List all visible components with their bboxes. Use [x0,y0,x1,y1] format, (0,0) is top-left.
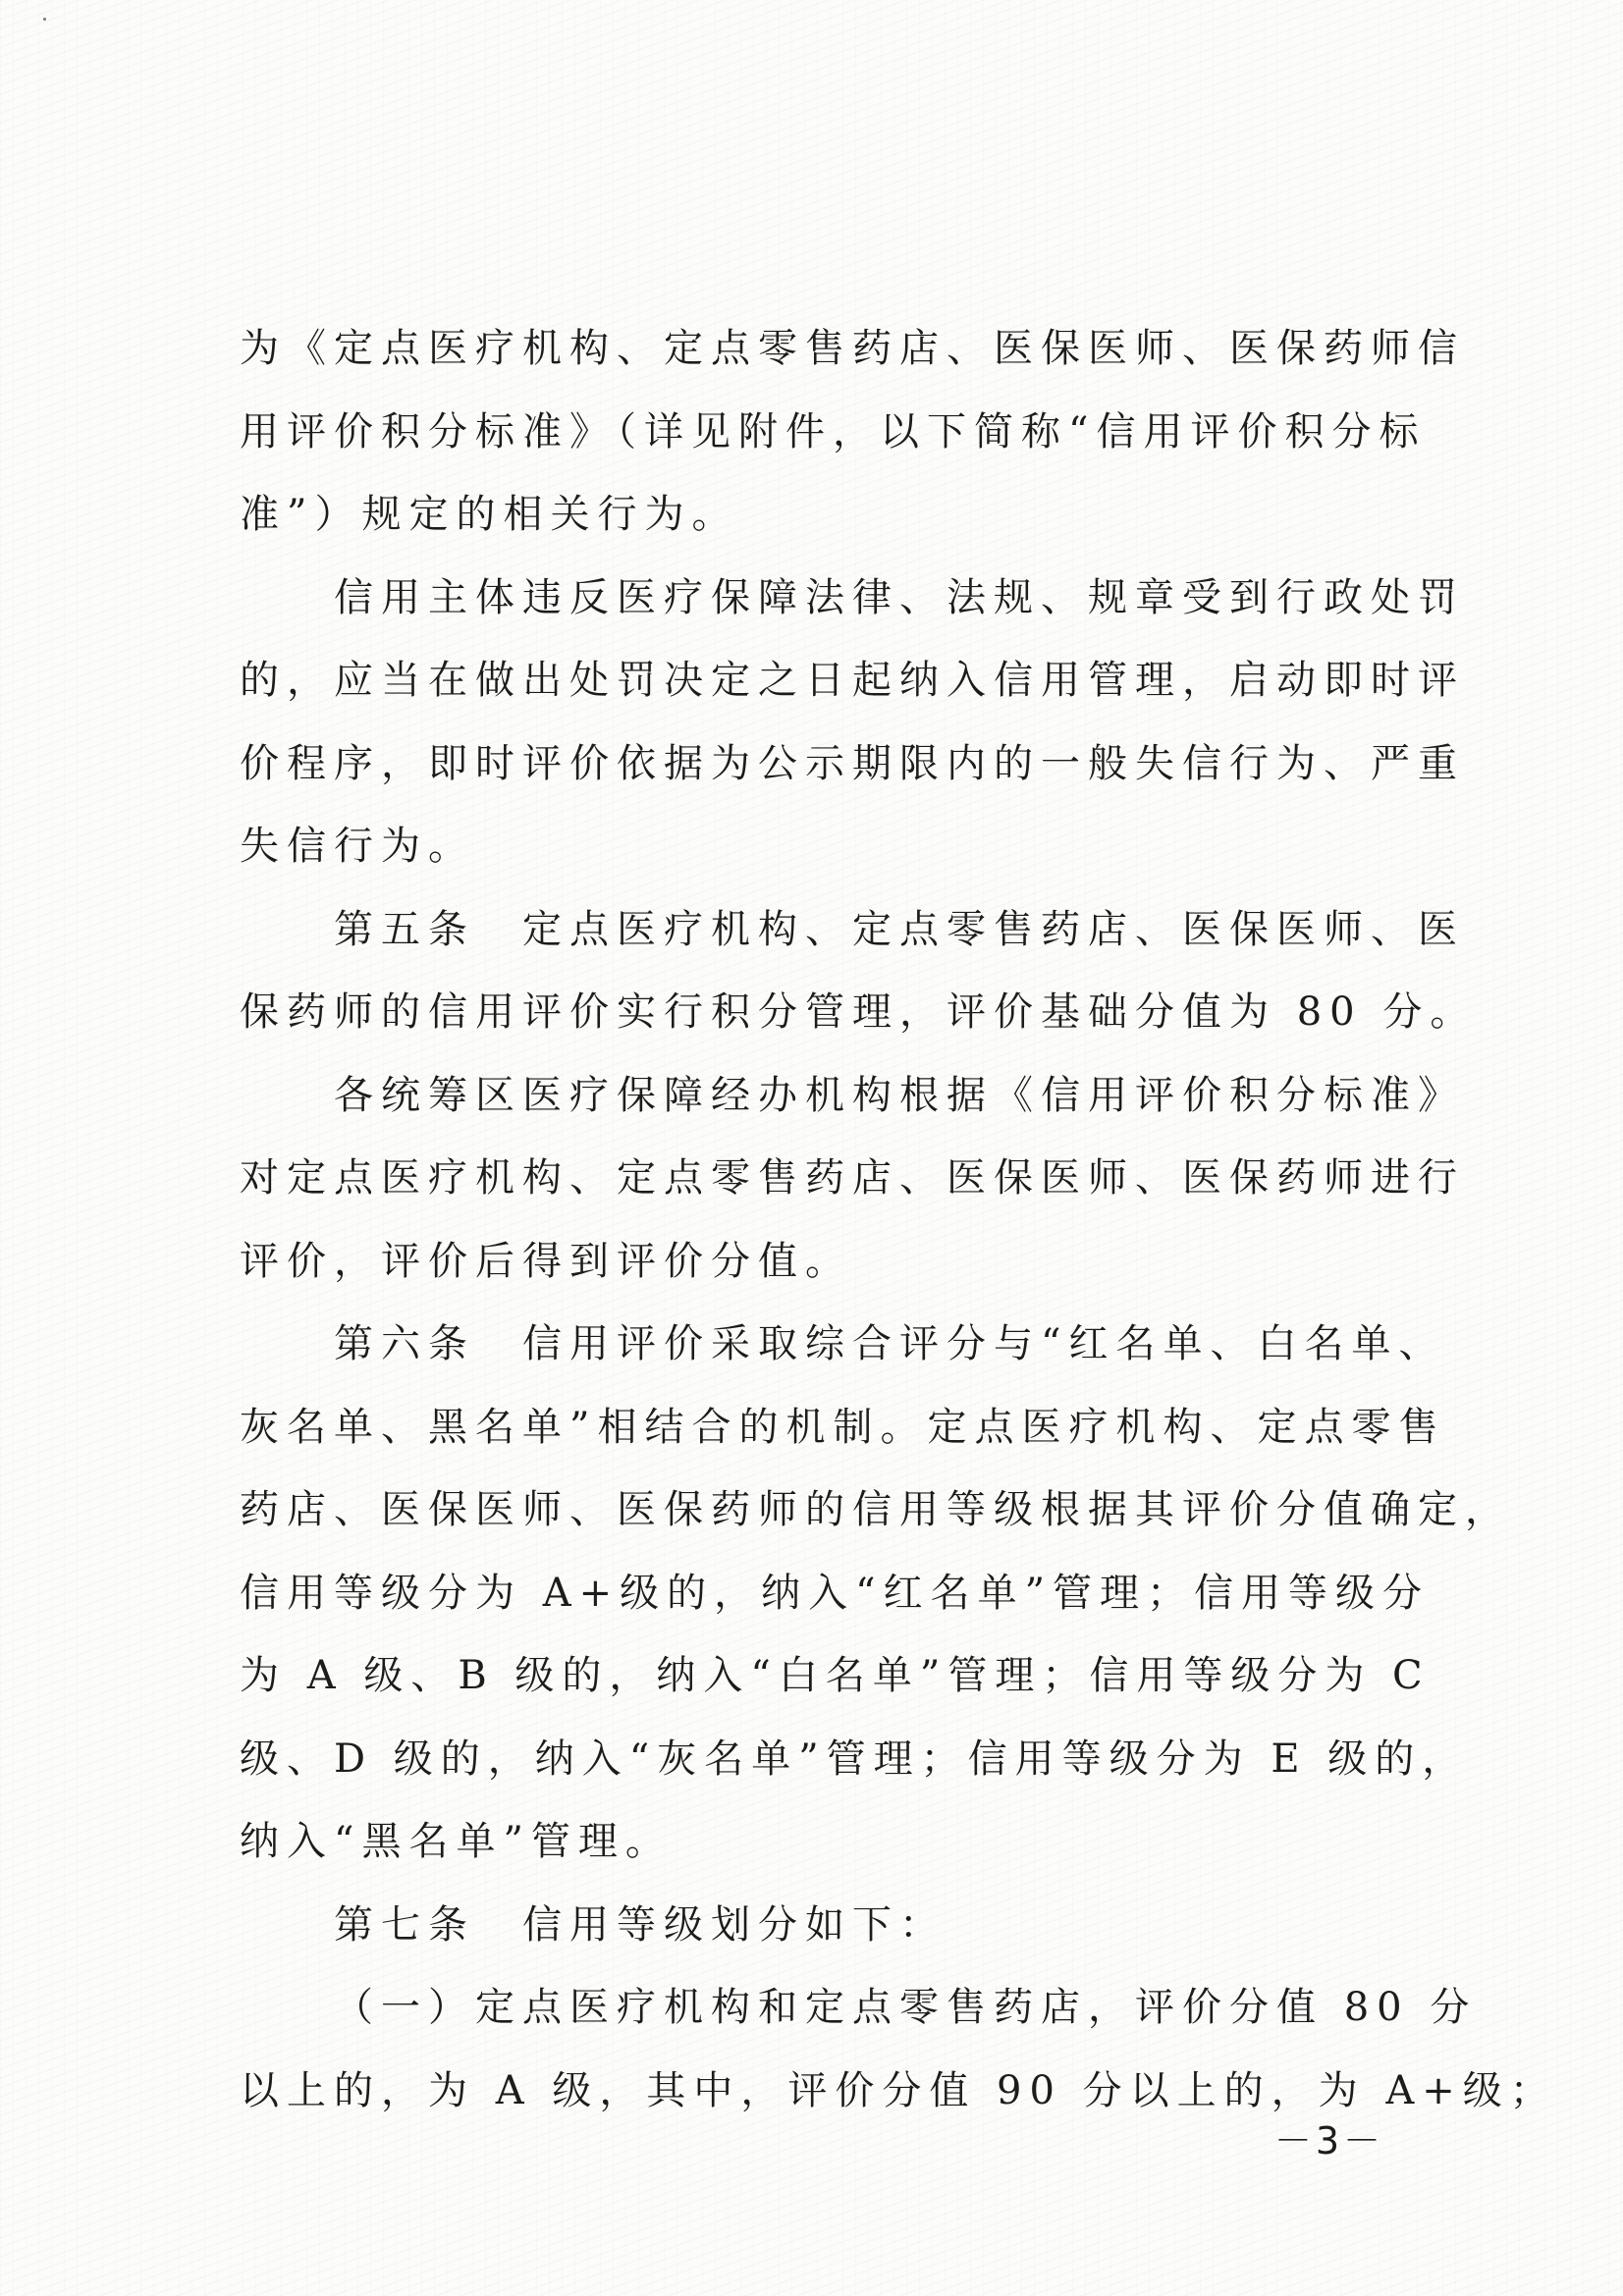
text-line: 失信行为。 [240,824,475,869]
text-line: 保药师的信用评价实行积分管理，评价基础分值为 80 分。 [240,989,1478,1035]
text-line: 药店、医保医师、医保药师的信用等级根据其评价分值确定， [240,1487,1512,1532]
text-line: 灰名单、黑名单”相结合的机制。定点医疗机构、定点零售 [240,1404,1446,1450]
page-number: －3－ [1273,2119,1384,2163]
paragraph-start-line: 各统筹区医疗保障经办机构根据《信用评价积分标准》 [334,1072,1465,1118]
text-line: 对定点医疗机构、定点零售药店、医保医师、医保药师进行 [240,1155,1465,1201]
text-line: 准”）规定的相关行为。 [240,492,739,537]
scan-speck [43,18,46,21]
document-body [240,307,1557,2132]
text-line: 的，应当在做出处罚决定之日起纳入信用管理，启动即时评 [240,658,1465,703]
text-line: 价程序，即时评价依据为公示期限内的一般失信行为、严重 [240,740,1465,786]
paragraph-start-line: 信用主体违反医疗保障法律、法规、规章受到行政处罚 [334,574,1465,620]
text-line: 信用等级分为 A+级的，纳入“红名单”管理；信用等级分 [240,1570,1431,1616]
text-line: 为《定点医疗机构、定点零售药店、医保医师、医保药师信 [240,326,1465,371]
text-line: 用评价积分标准》（详见附件，以下简称“信用评价积分标 [240,408,1427,454]
text-line: 为 A 级、B 级的，纳入“白名单”管理；信用等级分为 C [240,1653,1431,1698]
article-7-heading-line: 第七条 信用等级划分如下： [334,1901,947,1948]
article-6-heading-line: 第六条 信用评价采取综合评分与“红名单、白名单、 [334,1321,1446,1366]
text-line: 以上的，为 A 级，其中，评价分值 90 分以上的，为 A+级； [240,2067,1557,2113]
text-line: 级、D 级的，纳入“灰名单”管理；信用等级分为 E 级的， [240,1735,1470,1782]
text-line: 纳入“黑名单”管理。 [240,1819,673,1864]
article-5-heading-line: 第五条 定点医疗机构、定点零售药店、医保医师、医 [334,906,1465,952]
text-line: 评价，评价后得到评价分值。 [240,1238,852,1284]
list-item-line: （一）定点医疗机构和定点零售药店，评价分值 80 分 [334,1985,1478,2030]
